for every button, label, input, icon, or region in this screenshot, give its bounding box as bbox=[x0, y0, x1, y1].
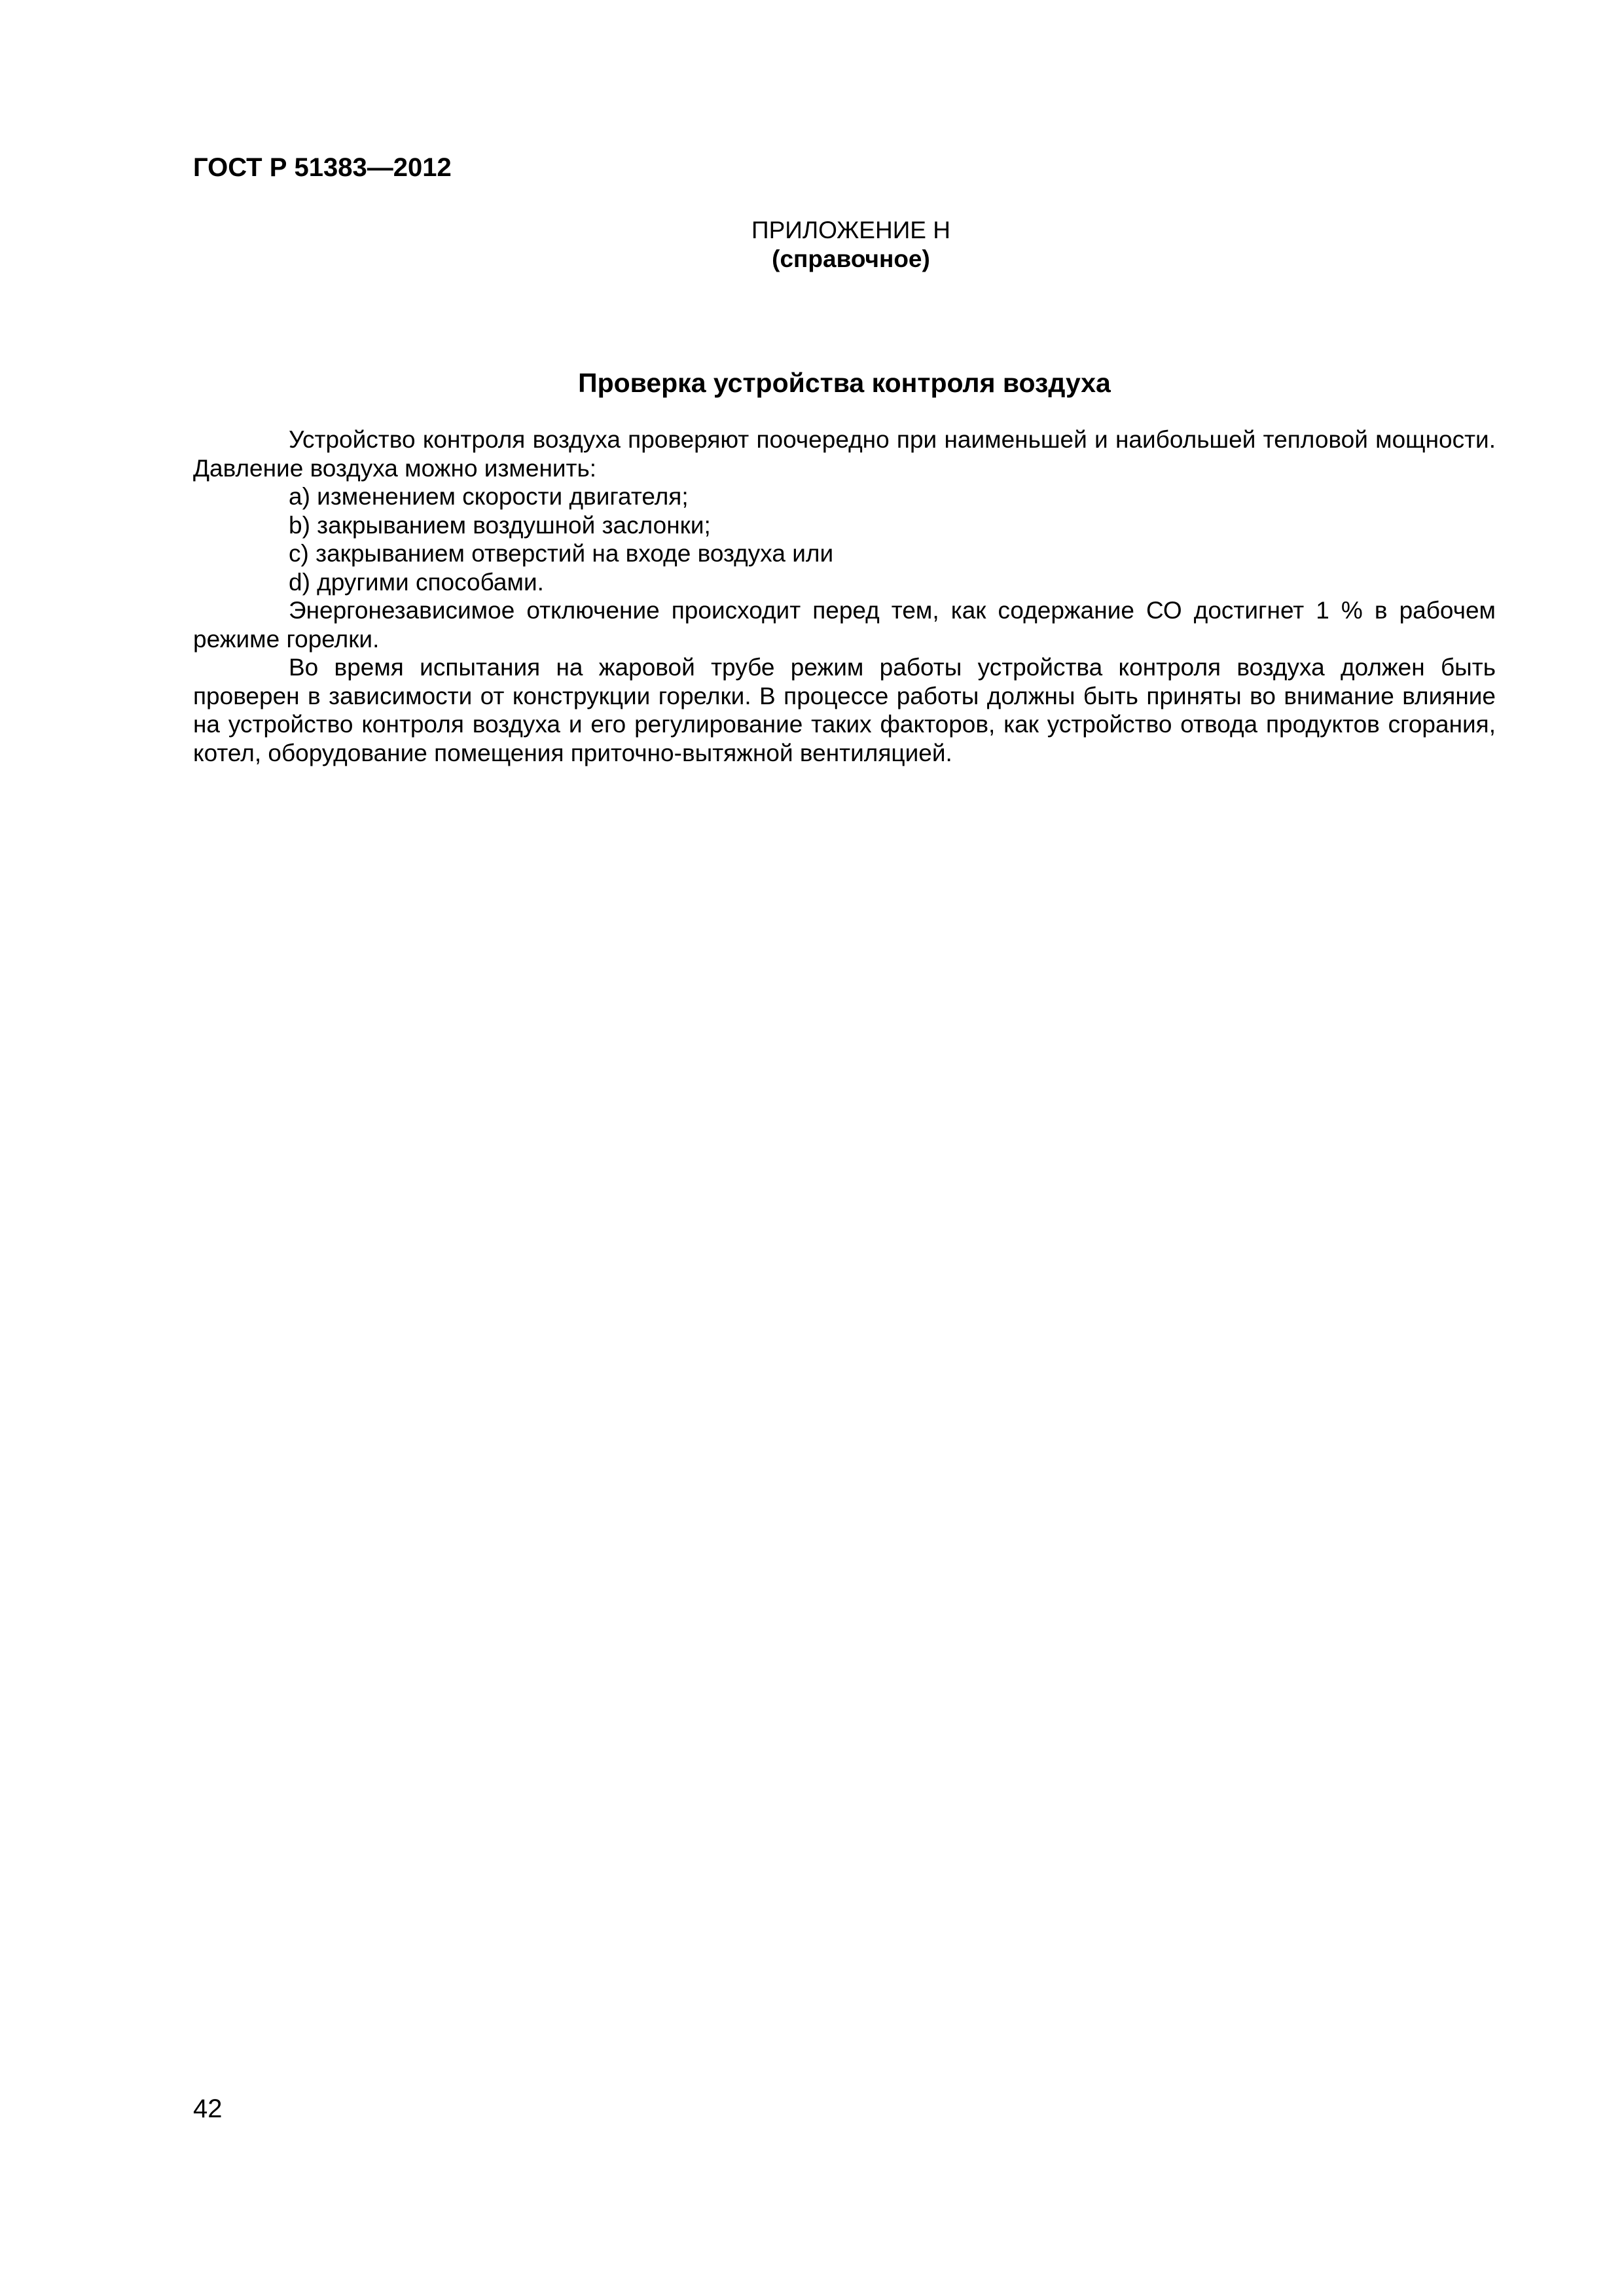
standard-id-header: ГОСТ Р 51383—2012 bbox=[193, 153, 452, 182]
fire-tube-test-paragraph: Во время испытания на жаровой трубе режим работы устройства контроля воздуха должен быть проверен в зависимости от конструкции горелки. В процессе работы должны быть приняты во внимание влияние на устройство контроля воздуха и его регулирование таких факторов, как устройство отвода продуктов сгорания, котел, оборудование помещения приточно-вытяжной вентиляцией. bbox=[193, 654, 1496, 766]
list-item-a: a) изменением скорости двигателя; bbox=[289, 483, 689, 510]
list-item-b: b) закрыванием воздушной заслонки; bbox=[289, 511, 711, 539]
section-title: Проверка устройства контроля воздуха bbox=[578, 368, 1111, 398]
body-text bbox=[193, 425, 1496, 767]
list-item-d: d) другими способами. bbox=[289, 568, 544, 596]
appendix-note: (справочное) bbox=[772, 245, 930, 272]
intro-paragraph: Устройство контроля воздуха проверяют поочередно при наименьшей и наибольшей тепловой мощности. Давление воздуха можно изменить: bbox=[193, 426, 1496, 482]
appendix-title: ПРИЛОЖЕНИЕ Н bbox=[751, 217, 950, 243]
page-number: 42 bbox=[193, 2094, 223, 2123]
list-item-c: c) закрыванием отверстий на входе воздуха или bbox=[289, 540, 834, 567]
shutdown-paragraph: Энергонезависимое отключение происходит перед тем, как содержание СО достигнет 1 % в рабочем режиме горелки. bbox=[193, 597, 1496, 653]
